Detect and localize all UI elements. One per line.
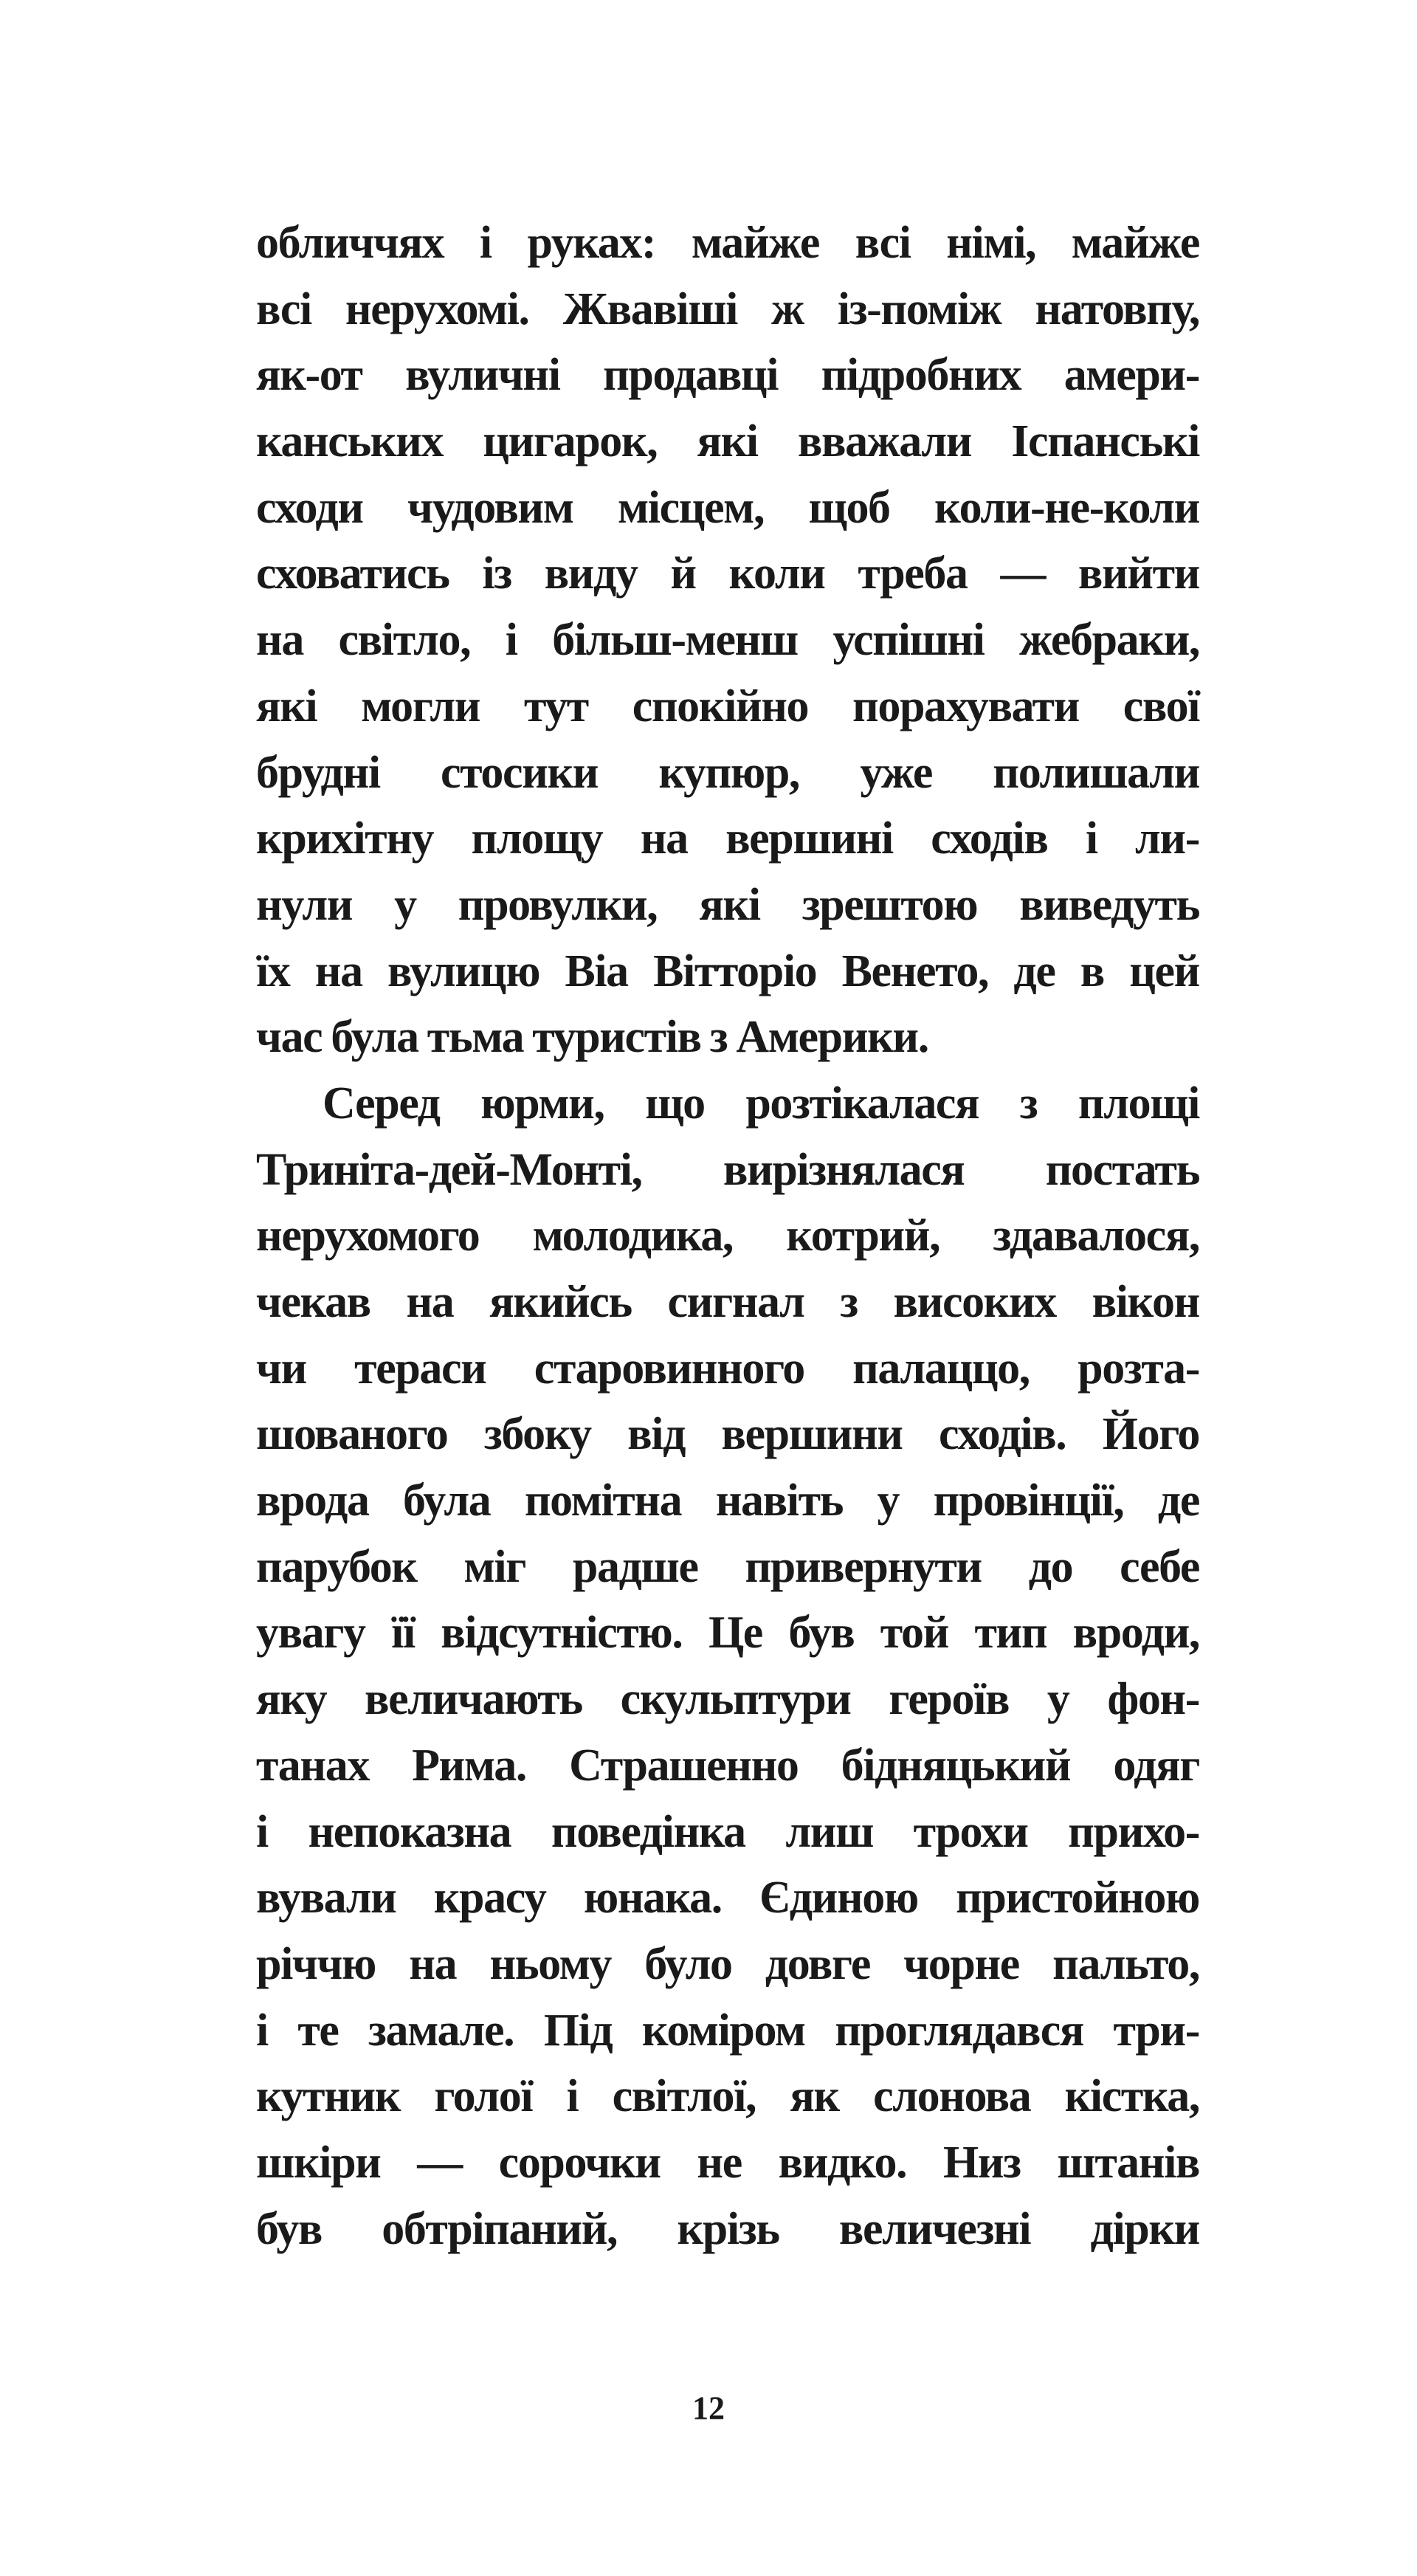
text-line: кутник голої і світлої, як слонова кістка, [256,2071,1199,2122]
text-line: яку величають скульптури героїв у фон- [256,1674,1199,1725]
text-line: всі нерухомі. Жвавіші ж із-поміж натовпу, [256,283,1199,334]
text-line: і те замале. Під коміром проглядався три- [256,2005,1199,2056]
text-line: був обтріпаний, крізь величезні дірки [256,2203,1199,2254]
text-line: шкіри — сорочки не видко. Низ штанів [256,2137,1199,2188]
text-line: річчю на ньому було довге чорне пальто, [256,1938,1199,1989]
text-line: канських цигарок, які вважали Іспанські [256,416,1199,467]
text-line: парубок міг радше привернути до себе [256,1541,1199,1592]
paragraph-2 [256,1071,1199,2262]
text-line: Триніта-дей-Монті, вирізнялася постать [256,1144,1199,1195]
text-line: крихітну площу на вершині сходів і ли- [256,813,1199,864]
text-line-paragraph-start: Серед юрми, що розтікалася з площі [323,1078,1199,1129]
text-line: чи тераси старовинного палаццо, розта- [256,1343,1199,1394]
text-line: сховатись із виду й коли треба — вийти [256,548,1199,599]
text-line: нули у провулки, які зрештою виведуть [256,879,1199,930]
text-line: шованого збоку від вершини сходів. Його [256,1409,1199,1460]
text-line: обличчях і руках: майже всі німі, майже [256,218,1199,268]
text-line: нерухомого молодика, котрий, здавалося, [256,1210,1199,1261]
paragraph-1 [256,210,1199,1071]
text-line: чекав на якийсь сигнал з високих вікон [256,1277,1199,1327]
text-line: танах Рима. Страшенно бідняцький одяг [256,1740,1199,1791]
text-line: увагу її відсутністю. Це був той тип вроди, [256,1608,1199,1659]
text-line: як-от вуличні продавці підробних амери- [256,350,1199,401]
text-line: врода була помітна навіть у провінції, де [256,1475,1199,1526]
page-number: 12 [692,2390,725,2426]
text-line: і непоказна поведінка лиш трохи прихо- [256,1806,1199,1857]
text-line: їх на вулицю Віа Вітторіо Венето, де в цей [256,946,1199,996]
text-line: сходи чудовим місцем, щоб коли-не-коли [256,482,1199,533]
text-line: брудні стосики купюр, уже полишали [256,747,1199,798]
text-line: на світло, і більш-менш успішні жебраки, [256,615,1199,666]
text-line-paragraph-end: час була тьма туристів з Америки. [256,1012,928,1063]
body-text [256,210,1199,2262]
text-line: вували красу юнака. Єдиною пристойною [256,1873,1199,1924]
text-line: які могли тут спокійно порахувати свої [256,681,1199,731]
